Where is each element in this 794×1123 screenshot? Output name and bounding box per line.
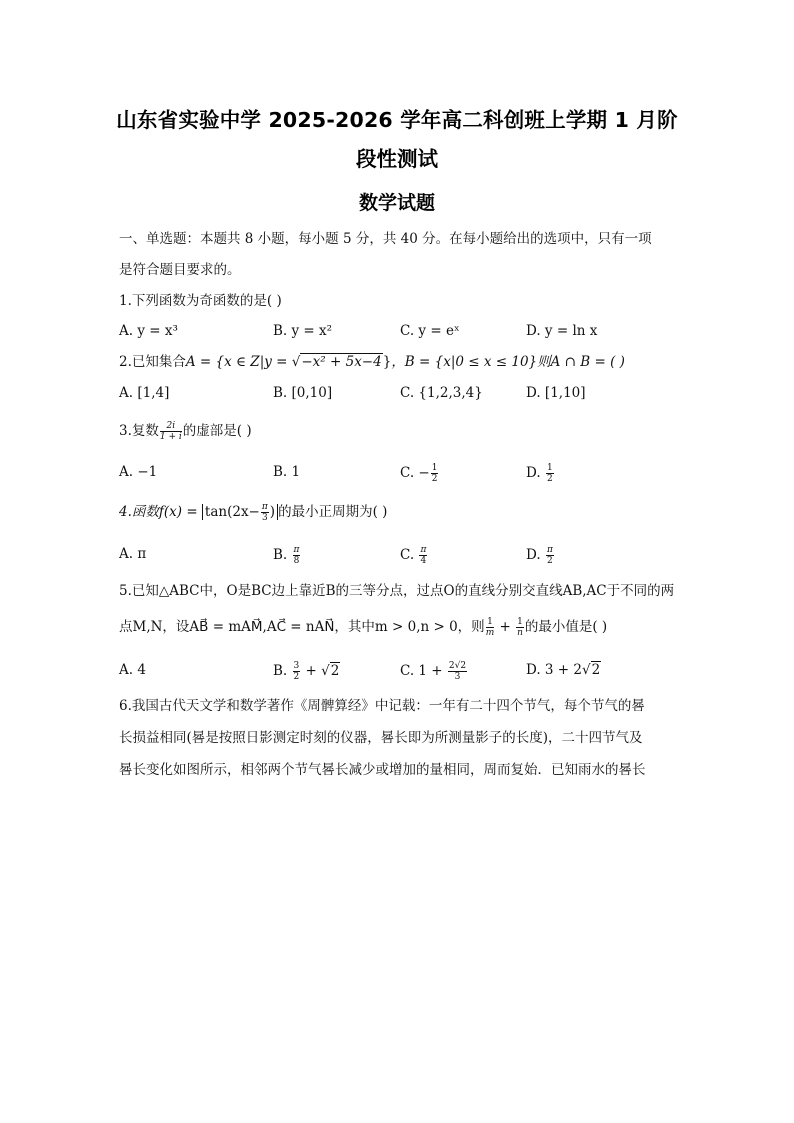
exam-title-line2: 段性测试 — [356, 147, 438, 171]
q5-option-b-root: 2 — [330, 663, 340, 679]
q4-abs — [202, 502, 278, 523]
q1-option-c: C. y = eˣ — [400, 323, 460, 339]
q5-frac-1-over-n — [516, 617, 524, 638]
q3-option-c-den: 2 — [431, 474, 438, 484]
q4-option-d-num: π — [546, 545, 553, 555]
q2-radicand: −x² + 5x−4 — [301, 354, 382, 370]
q5-option-c — [400, 661, 468, 682]
q3-stem-tail: 的虚部是( ) — [182, 423, 252, 439]
q5-option-c-label: C. 1 + — [400, 663, 447, 679]
q6-line2: 长损益相同(晷是按照日影测定时刻的仪器，晷长即为所测量影子的长度)，二十四节气及 — [119, 730, 643, 746]
q5-option-c-frac — [448, 661, 467, 682]
q3-option-c-frac — [431, 463, 439, 484]
section-instruction-line1: 一、单选题：本题共 8 小题，每小题 5 分，共 40 分。在每小题给出的选项中，只有一项 — [119, 231, 652, 247]
q4-option-d-frac — [546, 545, 554, 566]
q5-option-c-num: 2√2 — [448, 661, 467, 671]
q4-option-d — [526, 545, 555, 566]
q4-pi-over-3 — [261, 502, 269, 523]
q1-option-d: D. y = ln x — [526, 323, 598, 339]
q3-option-c — [400, 463, 439, 484]
q3-option-c-num: 1 — [431, 463, 438, 473]
q3-option-d-num: 1 — [546, 463, 553, 473]
q6-line3: 晷长变化如图所示，相邻两个节气晷长减少或增加的量相同，周而复始．已知雨水的晷长 — [119, 762, 646, 778]
q3-option-d-frac — [546, 463, 554, 484]
q5-option-b: B. $\frac{3}{2}$ + √2 — [273, 661, 340, 682]
q4-option-b-frac — [293, 545, 301, 566]
q5-option-d-label: D. 3 + 2 — [526, 662, 582, 678]
q3-fraction — [160, 421, 182, 442]
q4-option-b-den: 8 — [293, 556, 300, 566]
q1-option-b: B. y = x² — [273, 323, 333, 339]
q3-stem-intro: 3.复数 — [119, 423, 159, 439]
q5-option-b-label: B. — [273, 663, 292, 679]
q3-stem — [119, 421, 252, 442]
q2-set-a: A = {x ∈ Z|y = — [185, 354, 292, 370]
q5-option-d: D. 3 + 2√2 — [526, 662, 601, 678]
q5-line1: 5.已知△ABC中，O是BC边上靠近B的三等分点，过点O的直线分别交直线AB,AC于不同的两 — [119, 583, 675, 599]
q5-fr1-num: 1 — [487, 617, 493, 627]
q4-tan-a: tan(2x− — [204, 504, 260, 520]
q2-option-d: D. [1,10] — [526, 385, 586, 401]
q2-option-c: C. {1,2,3,4} — [400, 385, 483, 401]
q5-option-d-root: 2 — [591, 662, 601, 678]
q4-option-b-num: π — [293, 545, 300, 555]
q4-option-b-label: B. — [273, 547, 292, 563]
q5-plus: + — [495, 619, 516, 635]
q2-option-b: B. [0,10] — [273, 385, 333, 401]
q5-fr2-den: n — [517, 628, 523, 638]
q4-stem-tail: 的最小正周期为( ) — [278, 504, 388, 520]
q2-stem-intro: 2.已知集合 — [119, 354, 186, 370]
q4-three: 3 — [261, 513, 268, 523]
q2-option-a: A. [1,4] — [119, 385, 170, 401]
q4-option-b — [273, 545, 301, 566]
q4-option-c-num: π — [420, 545, 427, 555]
exam-subtitle: 数学试题 — [358, 192, 435, 214]
q3-option-b: B. 1 — [273, 464, 301, 480]
q5-fr2-num: 1 — [517, 617, 523, 627]
q5-line2-a: 点M,N，设AB⃗ = mAM⃗,AC⃗ = nAN⃗，其中m > 0,n > 0，则 — [119, 619, 485, 635]
q4-option-c-frac — [419, 545, 427, 566]
q5-line2 — [119, 617, 607, 638]
q5-option-a: A. 4 — [119, 662, 146, 678]
q3-frac-num: 2i — [160, 421, 182, 432]
q4-stem-intro: 4.函数f(x) = — [119, 504, 202, 520]
q1-option-a: A. y = x³ — [119, 323, 178, 339]
q4-tan-b: ) — [269, 504, 276, 520]
q5-fr1-den: m — [485, 628, 495, 638]
q2-stem: 2.已知集合A = {x ∈ Z|y = √−x² + 5x−4}，B = {x|0 ≤ x ≤ 10}则A ∩ B = ( ) — [119, 354, 625, 370]
q3-option-d-label: D. — [526, 465, 545, 481]
q3-option-c-label: C. − — [400, 465, 430, 481]
q5-option-c-den: 3 — [454, 672, 461, 682]
q3-option-a: A. −1 — [119, 464, 158, 480]
q4-pi: π — [261, 502, 268, 512]
q5-option-b-den: 2 — [293, 672, 300, 682]
q4-option-d-den: 2 — [547, 556, 553, 566]
q5-option-b-plus: + — [301, 663, 322, 679]
q4-option-c-label: C. — [400, 547, 419, 563]
q3-option-d-den: 2 — [546, 474, 553, 484]
section-instruction-line2: 是符合题目要求的。 — [119, 262, 241, 278]
q4-stem — [119, 502, 387, 523]
q6-line1: 6.我国古代天文学和数学著作《周髀算经》中记载：一年有二十四个节气，每个节气的晷 — [119, 698, 645, 714]
q2-set-b: ，B = {x|0 ≤ x ≤ 10}则A ∩ B = ( ) — [391, 354, 625, 370]
q5-frac-1-over-m — [486, 617, 495, 638]
q1-stem: 1.下列函数为奇函数的是( ) — [119, 293, 282, 309]
q5-option-b-num: 3 — [293, 661, 300, 671]
q4-option-c — [400, 545, 428, 566]
q4-option-a: A. π — [119, 546, 147, 562]
q4-option-c-den: 4 — [420, 556, 427, 566]
q5-line2-b: 的最小值是( ) — [524, 619, 608, 635]
q4-option-d-label: D. — [526, 547, 545, 563]
q3-option-d — [526, 463, 555, 484]
exam-title-line1: 山东省实验中学 2025-2026 学年高二科创班上学期 1 月阶 — [116, 108, 678, 132]
q2-set-a-end: } — [382, 354, 392, 370]
q3-frac-den: 1 + i — [159, 432, 182, 442]
q5-option-b-frac — [293, 661, 301, 682]
